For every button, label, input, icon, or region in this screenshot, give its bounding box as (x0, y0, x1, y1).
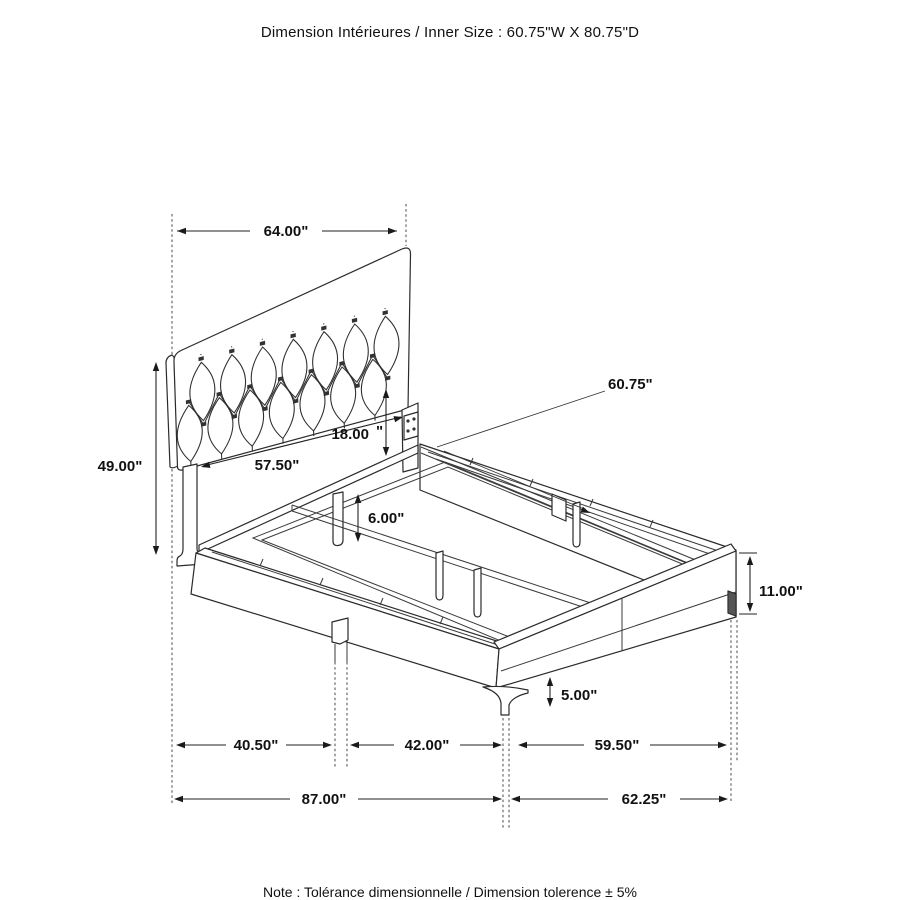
extension-lines (172, 204, 737, 828)
inner-size-note: Dimension Intérieures / Inner Size : 60.75"W X 80.75"D (260, 24, 640, 41)
svg-text:18.00: 18.00 (331, 426, 369, 443)
svg-text:60.75": 60.75" (608, 376, 653, 393)
side-rail-middle-leg (332, 618, 348, 644)
svg-text:40.50": 40.50" (233, 737, 279, 754)
dim-headboard-width (177, 223, 397, 240)
svg-text:87.00": 87.00" (301, 791, 347, 808)
svg-text:11.00": 11.00" (759, 583, 803, 600)
svg-text:57.50": 57.50" (254, 457, 300, 474)
svg-text:59.50": 59.50" (594, 737, 640, 754)
tolerance-note: Note : Tolérance dimensionnelle / Dimension tolerence ± 5% (263, 884, 637, 900)
dim-frame-length-overall (174, 791, 502, 808)
svg-text:5.00": 5.00" (561, 687, 598, 704)
svg-text:62.25": 62.25" (621, 791, 667, 808)
svg-text:6.00": 6.00" (368, 510, 405, 527)
dim-foot-leg-height (547, 677, 598, 707)
dim-leg-span-back (176, 737, 332, 754)
dim-frame-width-overall (511, 791, 728, 808)
near-side-rail (191, 548, 503, 688)
dim-leg-span-front (350, 737, 502, 754)
svg-text:49.00": 49.00" (97, 458, 143, 475)
svg-text:": " (376, 423, 384, 440)
footboard-rail (483, 544, 736, 715)
dim-headboard-height (98, 362, 160, 555)
dim-frame-width-outer (518, 737, 727, 754)
dim-frame-height (739, 553, 803, 614)
mounting-bracket (404, 412, 418, 440)
svg-text:42.00": 42.00" (404, 737, 450, 754)
svg-text:64.00": 64.00" (263, 223, 309, 240)
front-corner-foot (483, 686, 528, 715)
